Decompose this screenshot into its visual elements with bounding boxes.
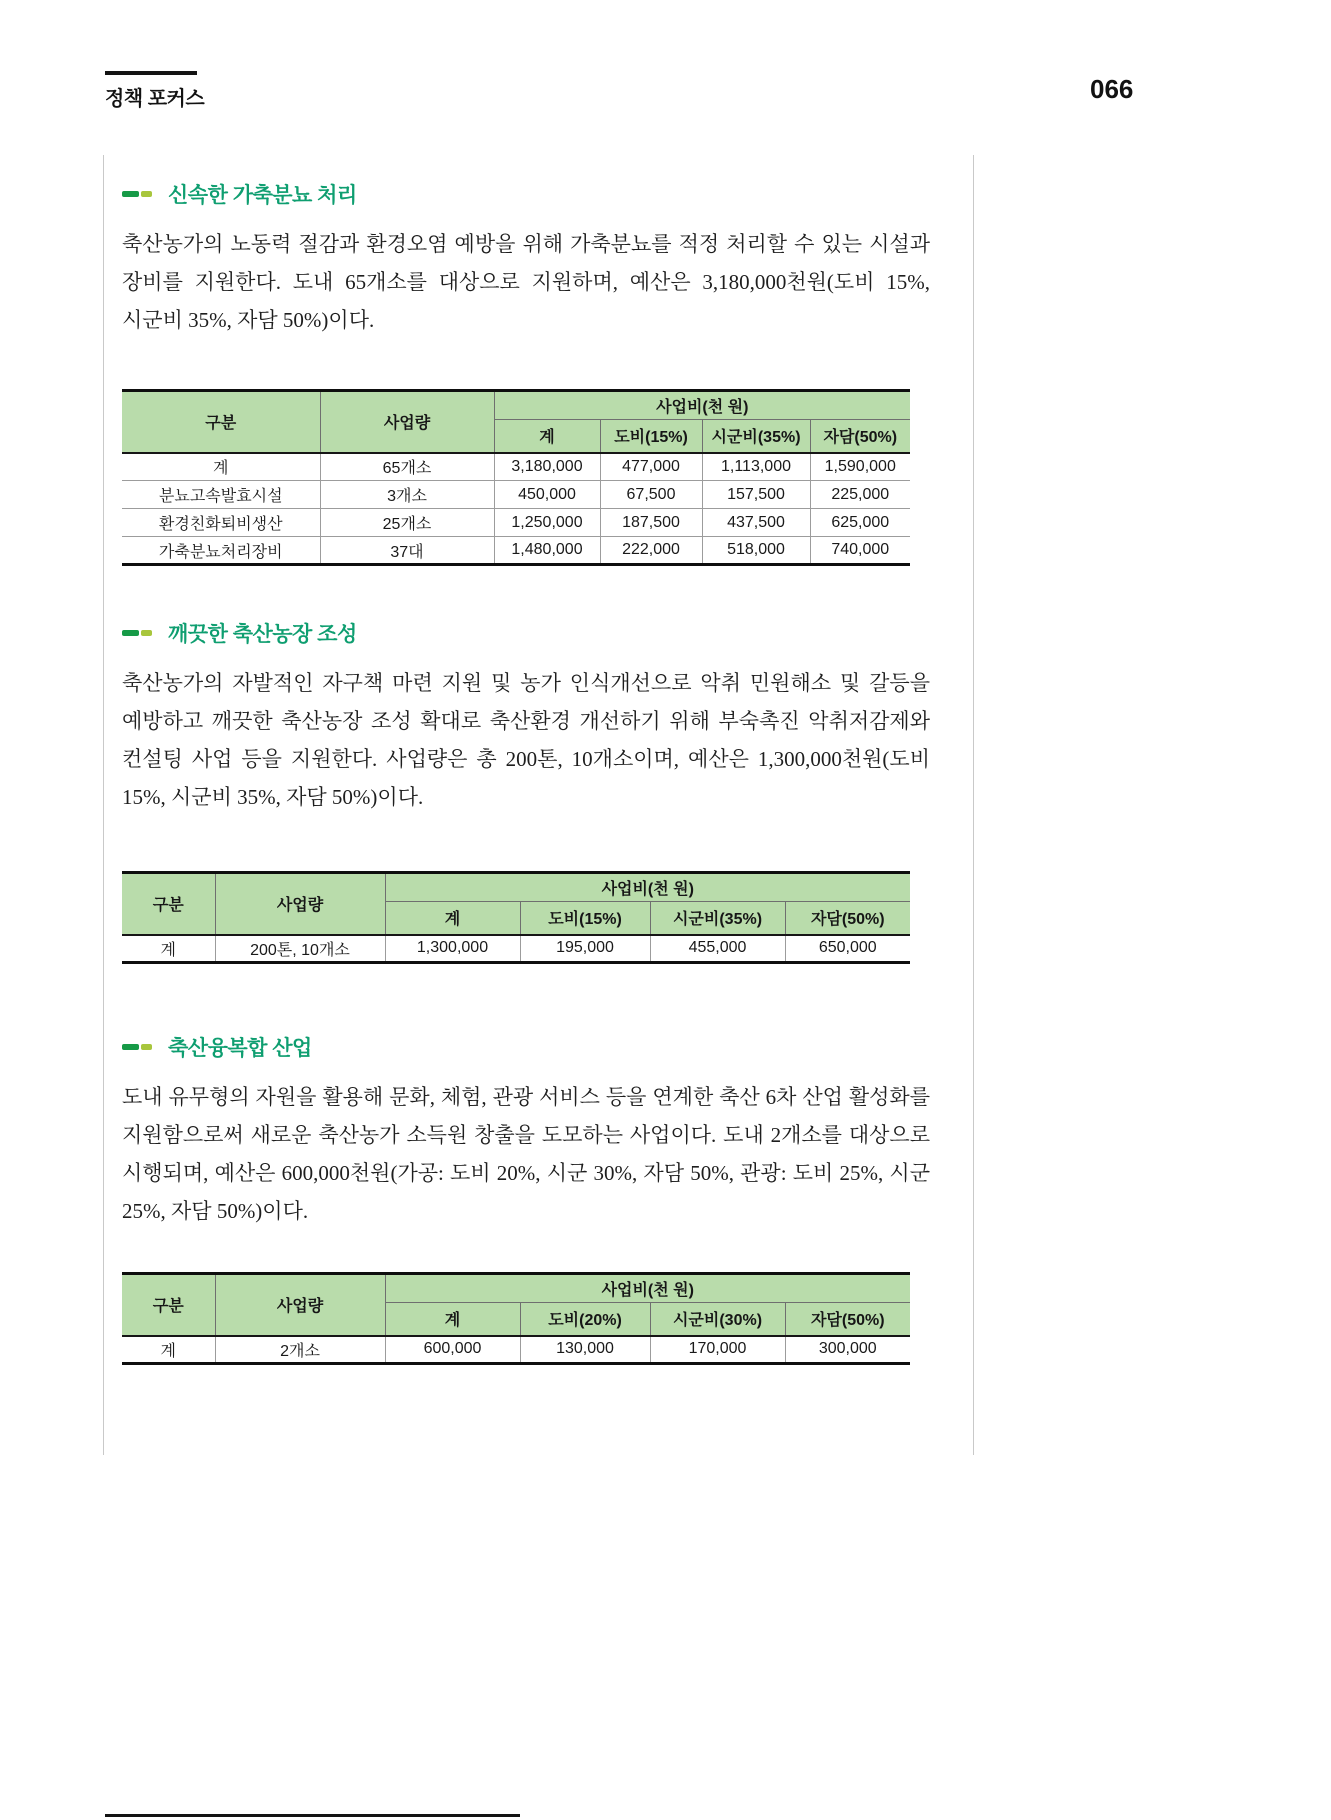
cell-self: 1,590,000 bbox=[810, 453, 910, 481]
section-paragraph: 도내 유무형의 자원을 활용해 문화, 체험, 관광 서비스 등을 연계한 축산 6차 산업 활성화를 지원함으로써 새로운 축산농가 소득원 창출을 도모하는 사업이다. 도내 2개소를 대상으로 시행되며, 예산은 600,000천원(가공: 도비 20%, 시군 30%, 자담 50%, 관광: 도비 25%, 시군 25%, 자담 50%)이다. bbox=[122, 1085, 930, 1223]
col-header-category: 구분 bbox=[122, 391, 320, 453]
cell-province: 222,000 bbox=[600, 537, 702, 565]
col-header-total: 계 bbox=[385, 902, 520, 935]
section-title: 신속한 가축분뇨 처리 bbox=[168, 184, 357, 207]
header-rule bbox=[105, 71, 197, 75]
section-dash-icon bbox=[122, 191, 152, 197]
cell-category: 계 bbox=[122, 1336, 215, 1364]
section-heading-convergence-industry bbox=[122, 1032, 930, 1062]
col-header-quantity: 사업량 bbox=[215, 873, 385, 935]
cell-city: 518,000 bbox=[702, 537, 810, 565]
col-header-cost-group: 사업비(천 원) bbox=[385, 1274, 910, 1303]
section-dash-icon bbox=[122, 630, 152, 636]
page-number: 066 bbox=[1090, 74, 1134, 104]
col-header-category: 구분 bbox=[122, 873, 215, 935]
col-header-total: 계 bbox=[385, 1303, 520, 1336]
cell-self: 740,000 bbox=[810, 537, 910, 565]
budget-table-manure-treatment bbox=[122, 389, 910, 566]
page-header-label: 정책 포커스 bbox=[105, 88, 205, 110]
cell-category: 계 bbox=[122, 453, 320, 481]
cell-category: 분뇨고속발효시설 bbox=[122, 481, 320, 509]
cell-self: 625,000 bbox=[810, 509, 910, 537]
cell-category: 계 bbox=[122, 935, 215, 963]
col-header-self: 자담(50%) bbox=[810, 420, 910, 453]
table-header-row bbox=[122, 391, 910, 420]
section-paragraph: 축산농가의 자발적인 자구책 마련 지원 및 농가 인식개선으로 악취 민원해소 및 갈등을 예방하고 깨끗한 축산농장 조성 확대로 축산환경 개선하기 위해 부숙촉진 악취저감제와 컨설팅 사업 등을 지원한다. 사업량은 총 200톤, 10개소이며, 예산은 1,300,000천원(도비 15%, 시군비 35%, 자담 50%)이다. bbox=[122, 671, 930, 809]
budget-table-clean-farm bbox=[122, 871, 910, 964]
cell-quantity: 37대 bbox=[320, 537, 494, 565]
table-row bbox=[122, 481, 910, 509]
cell-self: 300,000 bbox=[785, 1336, 910, 1364]
col-header-cost-group: 사업비(천 원) bbox=[385, 873, 910, 902]
cell-quantity: 2개소 bbox=[215, 1336, 385, 1364]
section-title: 축산융복합 산업 bbox=[168, 1037, 312, 1060]
table-row bbox=[122, 537, 910, 565]
cell-quantity: 25개소 bbox=[320, 509, 494, 537]
table-header-row bbox=[122, 1274, 910, 1303]
cell-self: 650,000 bbox=[785, 935, 910, 963]
cell-province: 195,000 bbox=[520, 935, 650, 963]
col-header-quantity: 사업량 bbox=[320, 391, 494, 453]
cell-province: 67,500 bbox=[600, 481, 702, 509]
cell-category: 가축분뇨처리장비 bbox=[122, 537, 320, 565]
cell-total: 600,000 bbox=[385, 1336, 520, 1364]
cell-self: 225,000 bbox=[810, 481, 910, 509]
cell-province: 130,000 bbox=[520, 1336, 650, 1364]
table-row bbox=[122, 453, 910, 481]
cell-total: 1,300,000 bbox=[385, 935, 520, 963]
table-row bbox=[122, 1336, 910, 1364]
col-header-city: 시군비(35%) bbox=[650, 902, 785, 935]
section-title: 깨끗한 축산농장 조성 bbox=[168, 623, 357, 646]
section-paragraph: 축산농가의 노동력 절감과 환경오염 예방을 위해 가축분뇨를 적정 처리할 수 있는 시설과 장비를 지원한다. 도내 65개소를 대상으로 지원하며, 예산은 3,180,000천원(도비 15%, 시군비 35%, 자담 50%)이다. bbox=[122, 232, 930, 332]
page-content bbox=[122, 165, 930, 1365]
budget-table-convergence-industry bbox=[122, 1272, 910, 1365]
col-header-city: 시군비(30%) bbox=[650, 1303, 785, 1336]
col-header-self: 자담(50%) bbox=[785, 902, 910, 935]
cell-city: 437,500 bbox=[702, 509, 810, 537]
col-header-quantity: 사업량 bbox=[215, 1274, 385, 1336]
cell-quantity: 200톤, 10개소 bbox=[215, 935, 385, 963]
table-row bbox=[122, 509, 910, 537]
cell-city: 455,000 bbox=[650, 935, 785, 963]
col-header-province: 도비(20%) bbox=[520, 1303, 650, 1336]
cell-quantity: 65개소 bbox=[320, 453, 494, 481]
cell-province: 187,500 bbox=[600, 509, 702, 537]
cell-city: 170,000 bbox=[650, 1336, 785, 1364]
right-margin-rule bbox=[973, 155, 974, 1455]
col-header-city: 시군비(35%) bbox=[702, 420, 810, 453]
table-header-row bbox=[122, 873, 910, 902]
cell-category: 환경친화퇴비생산 bbox=[122, 509, 320, 537]
cell-city: 1,113,000 bbox=[702, 453, 810, 481]
col-header-category: 구분 bbox=[122, 1274, 215, 1336]
table-row bbox=[122, 935, 910, 963]
col-header-province: 도비(15%) bbox=[520, 902, 650, 935]
col-header-cost-group: 사업비(천 원) bbox=[494, 391, 910, 420]
cell-total: 1,480,000 bbox=[494, 537, 600, 565]
left-margin-rule bbox=[103, 155, 104, 1455]
section-heading-clean-farm bbox=[122, 618, 930, 648]
bottom-rule bbox=[105, 1814, 520, 1817]
cell-total: 450,000 bbox=[494, 481, 600, 509]
cell-quantity: 3개소 bbox=[320, 481, 494, 509]
section-heading-manure-treatment bbox=[122, 179, 930, 209]
col-header-self: 자담(50%) bbox=[785, 1303, 910, 1336]
col-header-total: 계 bbox=[494, 420, 600, 453]
cell-total: 3,180,000 bbox=[494, 453, 600, 481]
col-header-province: 도비(15%) bbox=[600, 420, 702, 453]
cell-province: 477,000 bbox=[600, 453, 702, 481]
cell-total: 1,250,000 bbox=[494, 509, 600, 537]
cell-city: 157,500 bbox=[702, 481, 810, 509]
section-dash-icon bbox=[122, 1044, 152, 1050]
